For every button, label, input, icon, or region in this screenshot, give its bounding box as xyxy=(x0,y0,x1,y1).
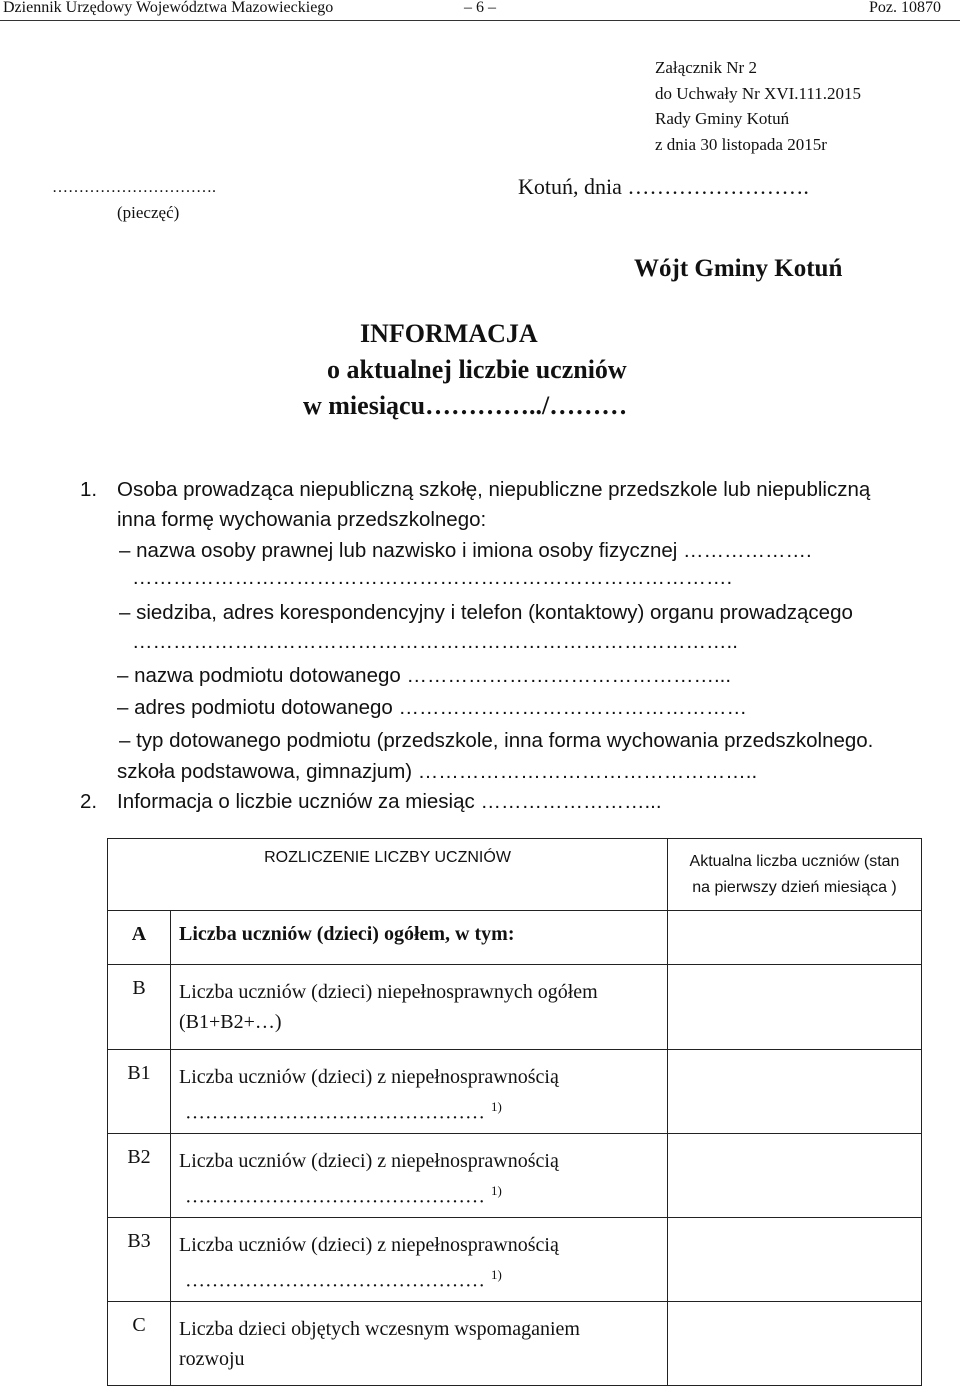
row-desc xyxy=(171,1302,668,1386)
row-desc-line: Liczba uczniów (dzieci) z niepełnosprawnością xyxy=(179,1150,559,1172)
header-divider xyxy=(0,20,960,21)
stamp-dots: …………………………. xyxy=(52,179,216,196)
list-item: – nazwa osoby prawnej lub nazwisko i imiona osoby fizycznej ………………. xyxy=(119,539,812,562)
row-desc-line: Liczba uczniów (dzieci) niepełnosprawnych ogółem xyxy=(179,981,598,1003)
row-desc-line: Liczba uczniów (dzieci) z niepełnosprawnością xyxy=(179,1234,559,1256)
list-item: – nazwa podmiotu dotowanego ………………………………………... xyxy=(117,664,732,687)
row-desc-line: rozwoju xyxy=(179,1348,245,1370)
row-code: B1 xyxy=(108,1050,171,1134)
row-desc-line: Liczba dzieci objętych wczesnym wspomaganiem xyxy=(179,1318,580,1340)
annex-line: Załącznik Nr 2 xyxy=(655,58,757,77)
header-right-line: na pierwszy dzień miesiąca ) xyxy=(692,879,897,896)
value-cell[interactable] xyxy=(668,1134,922,1218)
students-table xyxy=(107,838,922,1386)
row-desc-line: (B1+B2+…) xyxy=(179,1011,282,1033)
annex-line: do Uchwały Nr XVI.111.2015 xyxy=(655,83,862,103)
list-item: – typ dotowanego podmiotu (przedszkole, inna forma wychowania przedszkolnego. xyxy=(119,729,874,752)
table-row xyxy=(108,965,922,1050)
doc-subtitle-2: w miesiącu…………../……… xyxy=(303,391,628,420)
dots-fill: ……………………………………… xyxy=(185,1185,485,1208)
addressee: Wójt Gminy Kotuń xyxy=(634,255,843,282)
row-desc-line: Liczba uczniów (dzieci) ogółem, w tym: xyxy=(179,923,515,945)
section-number: 2. xyxy=(80,790,98,813)
footnote-mark: 1) xyxy=(491,1267,502,1282)
list-item: – siedziba, adres korespondencyjny i telefon (kontaktowy) organu prowadzącego xyxy=(119,601,853,624)
stamp-label: (pieczęć) xyxy=(117,203,180,222)
list-item: ……………………………………………………………………………. xyxy=(132,566,733,589)
value-cell[interactable] xyxy=(668,1218,922,1302)
value-cell[interactable] xyxy=(668,965,922,1050)
list-item: – adres podmiotu dotowanego …………………………………………… xyxy=(117,696,748,719)
row-code: B2 xyxy=(108,1134,171,1218)
table-header-right xyxy=(668,839,922,911)
position-number: Poz. 10870 xyxy=(869,0,941,16)
row-desc-line xyxy=(179,1260,659,1296)
list-item: szkoła podstawowa, gimnazjum) ………………………………………….. xyxy=(117,760,758,783)
value-cell[interactable] xyxy=(668,911,922,965)
row-desc-line xyxy=(179,1176,659,1212)
place-date: Kotuń, dnia ……………………. xyxy=(518,174,809,199)
table-header-row xyxy=(108,839,922,911)
footnote-mark: 1) xyxy=(491,1099,502,1114)
section-number: 1. xyxy=(80,478,98,501)
section-text: Informacja o liczbie uczniów za miesiąc ……………………... xyxy=(117,790,662,813)
footnote-mark: 1) xyxy=(491,1183,502,1198)
row-desc xyxy=(171,1134,668,1218)
annex-line: z dnia 30 listopada 2015r xyxy=(655,134,827,154)
value-cell[interactable] xyxy=(668,1050,922,1134)
table-row xyxy=(108,911,922,965)
table-row xyxy=(108,1302,922,1386)
row-code: B xyxy=(108,965,171,1050)
row-desc xyxy=(171,1218,668,1302)
row-desc xyxy=(171,1050,668,1134)
journal-title: Dziennik Urzędowy Województwa Mazowieckiego xyxy=(3,0,334,16)
doc-subtitle-1: o aktualnej liczbie uczniów xyxy=(327,355,627,384)
page-number: – 6 – xyxy=(464,0,496,16)
value-cell[interactable] xyxy=(668,1302,922,1386)
doc-title: INFORMACJA xyxy=(360,319,538,348)
table-row xyxy=(108,1218,922,1302)
row-desc xyxy=(171,911,668,965)
row-desc xyxy=(171,965,668,1050)
row-code: B3 xyxy=(108,1218,171,1302)
list-item: …………………………………………………………………………….. xyxy=(132,630,738,653)
table-header-left: ROZLICZENIE LICZBY UCZNIÓW xyxy=(108,839,668,911)
row-code: C xyxy=(108,1302,171,1386)
section-text: inna formę wychowania przedszkolnego: xyxy=(117,508,487,531)
row-desc-line xyxy=(179,1092,659,1128)
annex-line: Rady Gminy Kotuń xyxy=(655,109,790,128)
dots-fill: ……………………………………… xyxy=(185,1101,485,1124)
dots-fill: ……………………………………… xyxy=(185,1269,485,1292)
row-code: A xyxy=(108,911,171,965)
row-desc-line: Liczba uczniów (dzieci) z niepełnosprawnością xyxy=(179,1066,559,1088)
section-text: Osoba prowadząca niepubliczną szkołę, niepubliczne przedszkole lub niepubliczną xyxy=(117,478,871,501)
header-right-line: Aktualna liczba uczniów (stan xyxy=(689,853,900,870)
table-row xyxy=(108,1050,922,1134)
table-row xyxy=(108,1134,922,1218)
annex-block xyxy=(655,55,861,157)
